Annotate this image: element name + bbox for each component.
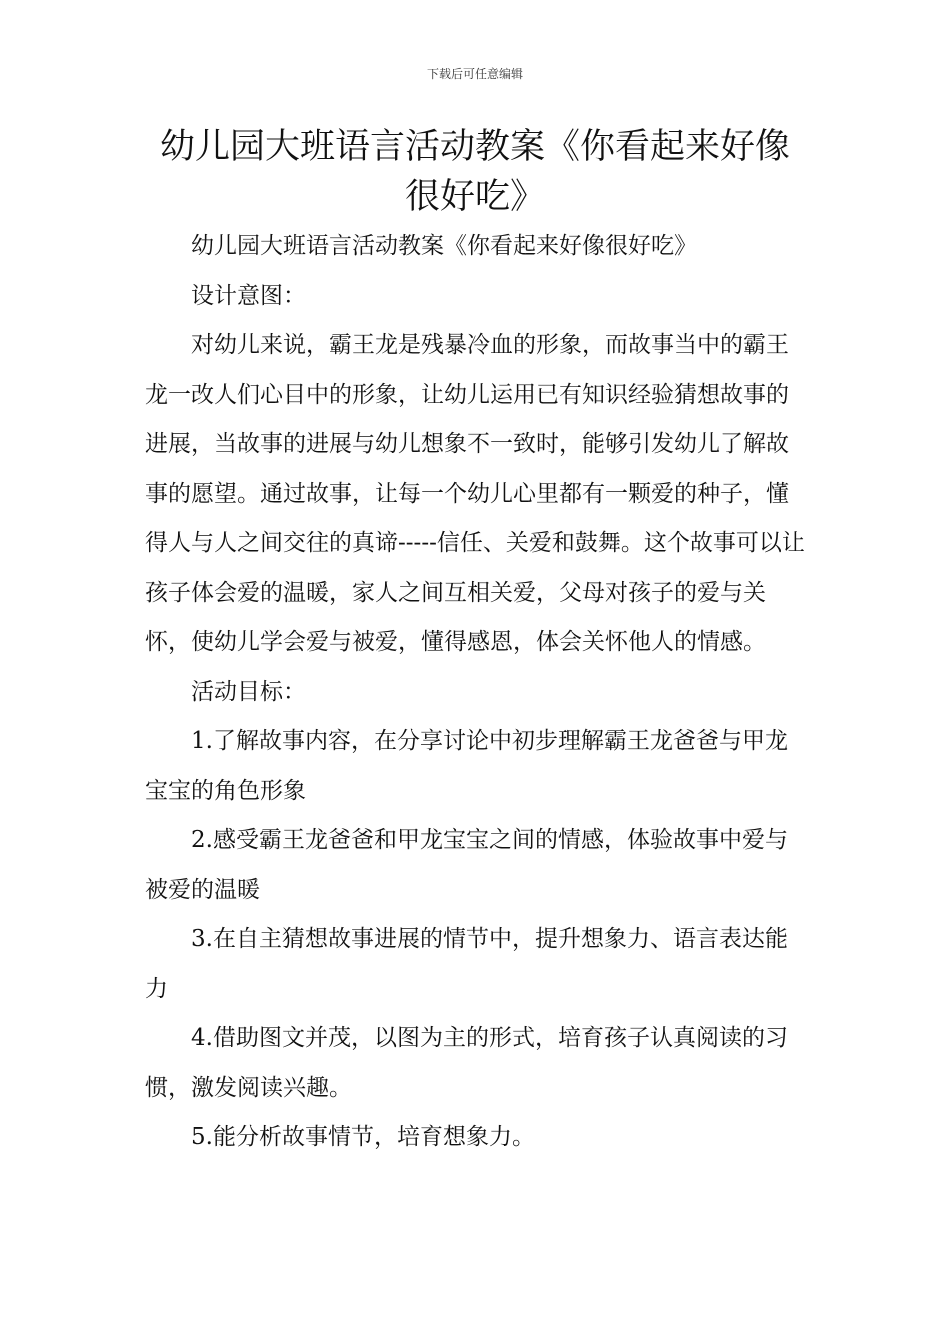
subtitle-paragraph: 幼儿园大班语言活动教案《你看起来好像很好吃》	[191, 233, 697, 259]
section-heading-objectives: 活动目标：	[191, 678, 306, 705]
objective-item-4: 4.借助图文并茂，以图为主的形式，培育孩子认真阅读的习惯，激发阅读兴趣。	[145, 1025, 788, 1101]
objective-item-1: 1.了解故事内容，在分享讨论中初步理解霸王龙爸爸与甲龙宝宝的角色形象	[145, 728, 788, 804]
objective-item-2: 2.感受霸王龙爸爸和甲龙宝宝之间的情感，体验故事中爱与被爱的温暖	[145, 827, 788, 903]
objective-item-3: 3.在自主猜想故事进展的情节中，提升想象力、语言表达能力	[145, 926, 788, 1002]
design-intent-paragraph: 对幼儿来说，霸王龙是残暴冷血的形象，而故事当中的霸王龙一改人们心目中的形象，让幼儿运用已有知识经验猜想故事的进展，当故事的进展与幼儿想象不一致时，能够引发幼儿了解故事的愿望。通过故事，让每一个幼儿心里都有一颗爱的种子，懂得人与人之间交往的真谛-----信任、关爱和鼓舞。这个故事可以让孩子体会爱的温暖，家人之间互相关爱，父母对孩子的爱与关怀，使幼儿学会爱与被爱，懂得感恩，体会关怀他人的情感。	[145, 332, 805, 655]
document-title: 幼儿园大班语言活动教案《你看起来好像很好吃》	[159, 127, 790, 217]
document-body	[145, 222, 810, 1163]
page-header-note: 下载后可任意编辑	[426, 67, 523, 81]
section-heading-design-intent: 设计意图：	[191, 282, 306, 309]
objective-item-5: 5.能分析故事情节，培育想象力。	[191, 1124, 535, 1150]
